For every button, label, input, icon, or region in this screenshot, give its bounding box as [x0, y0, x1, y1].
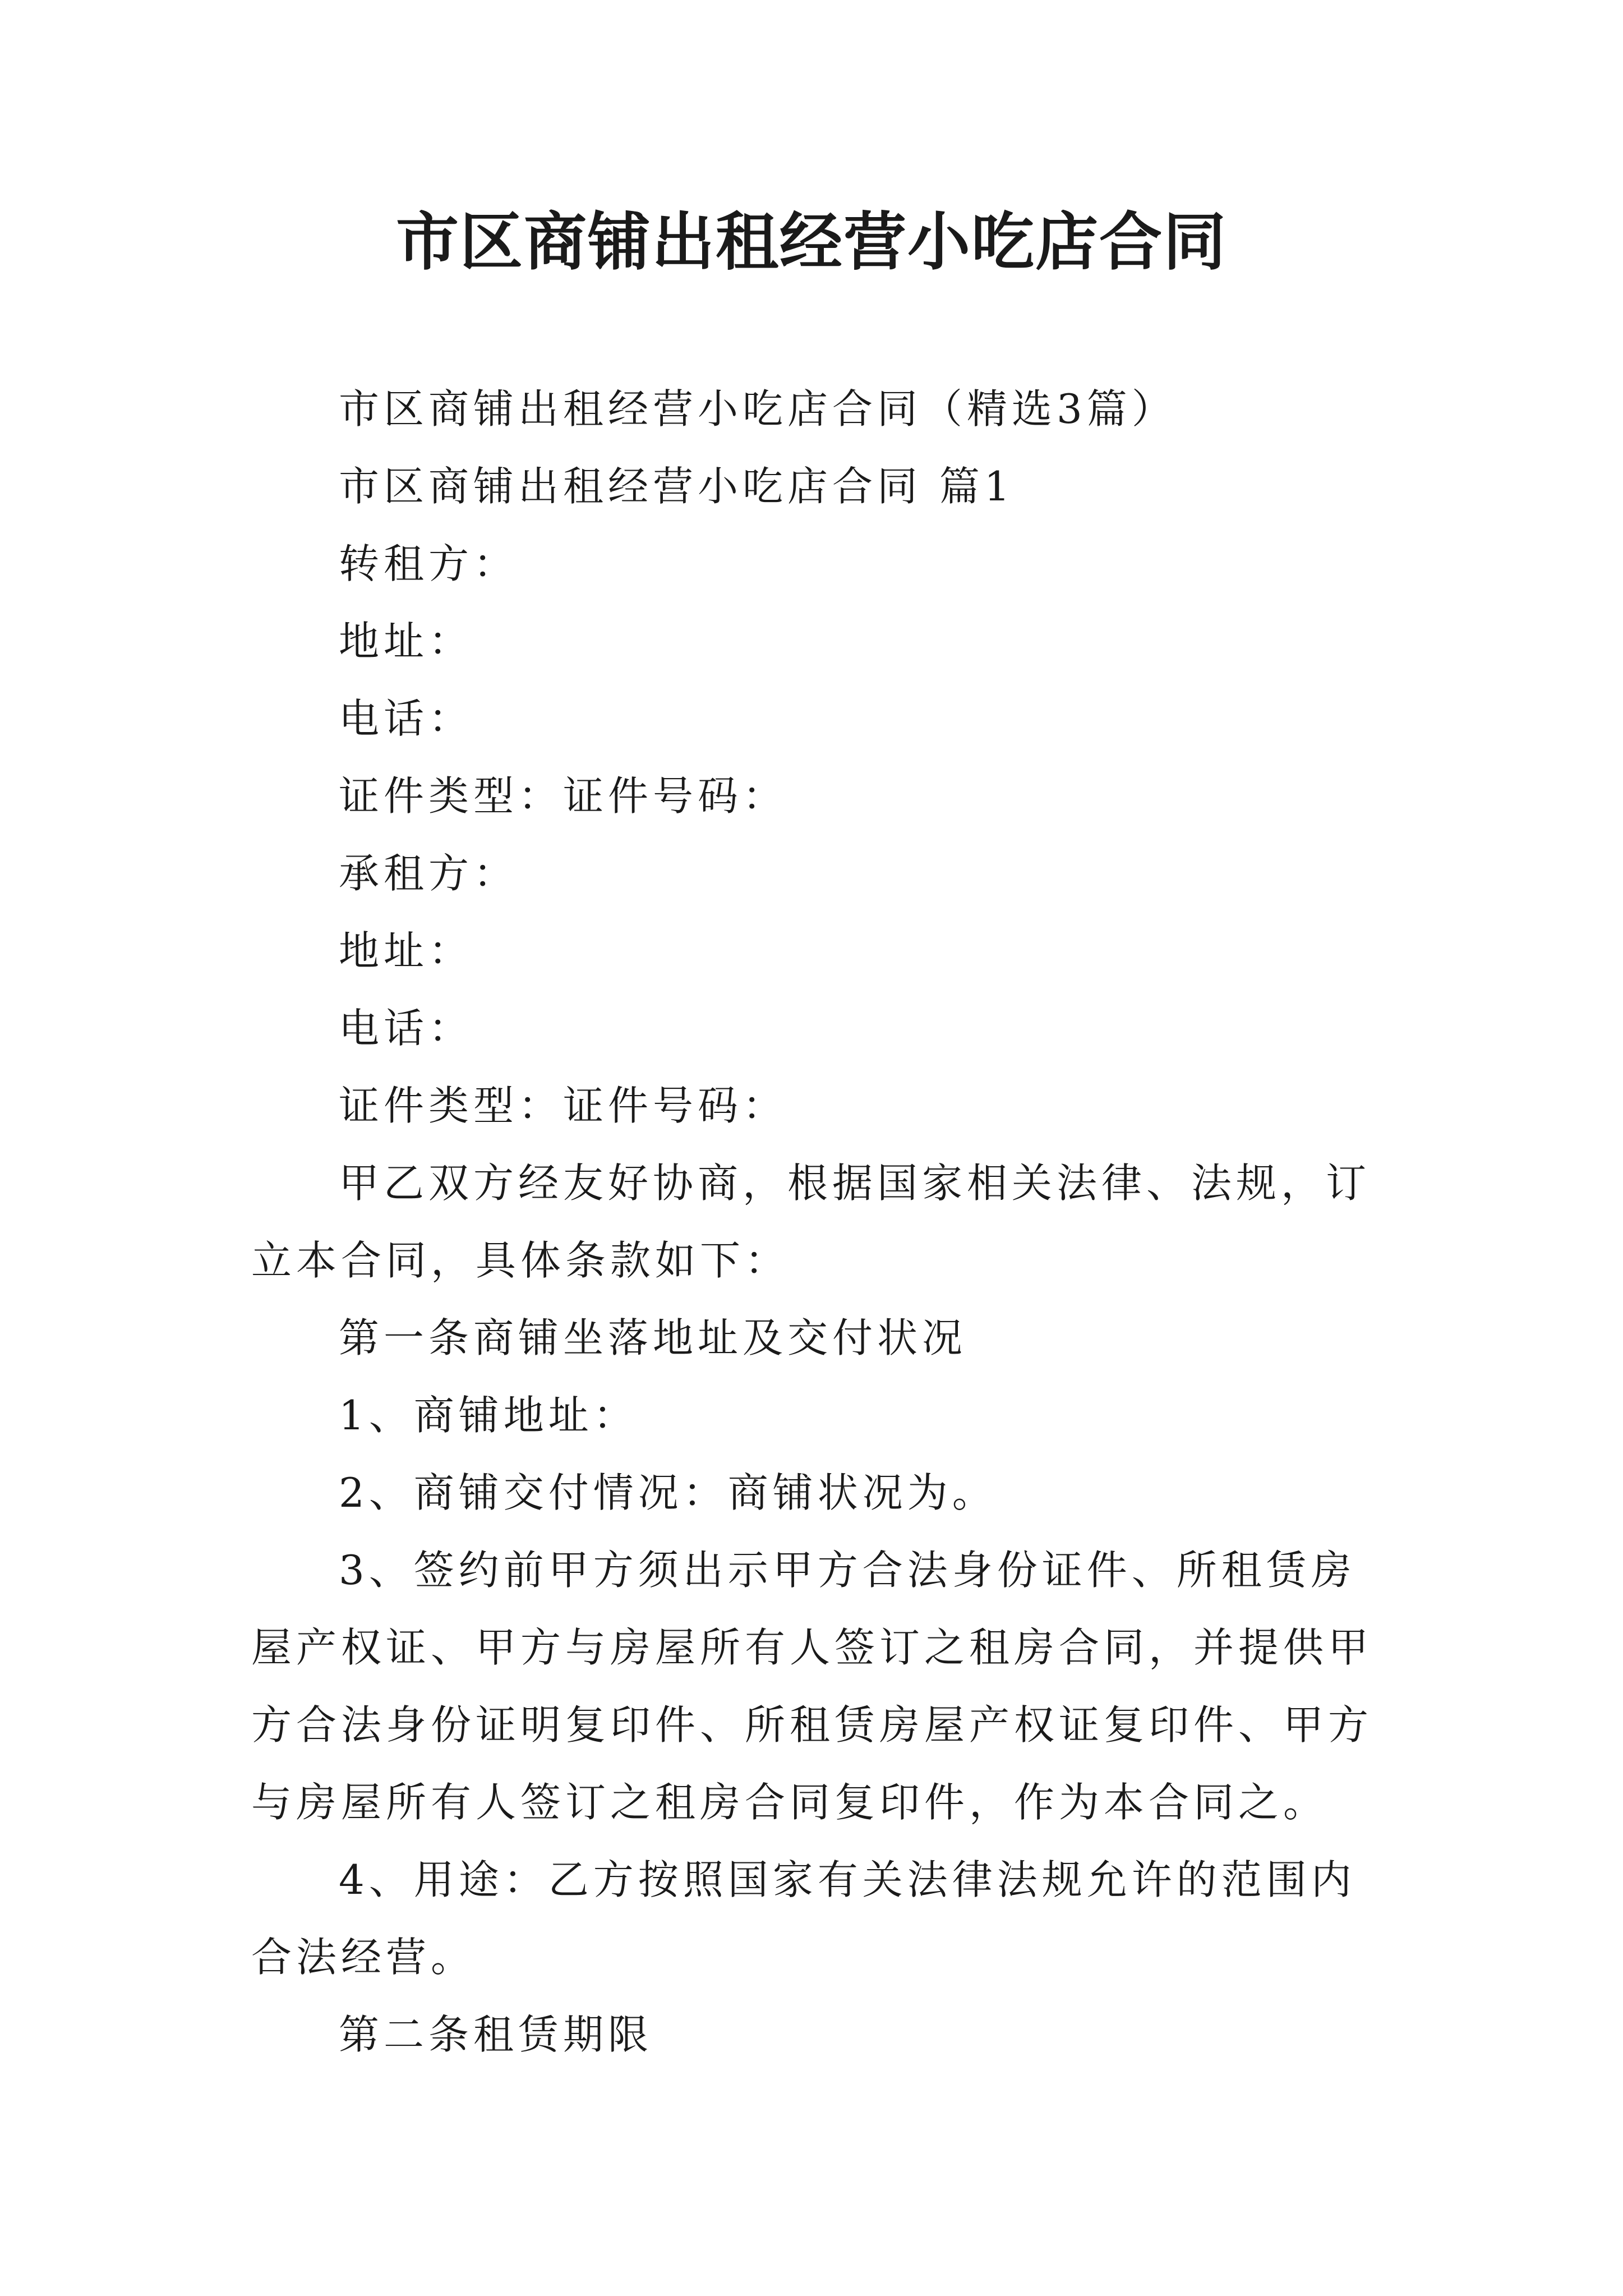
paragraph-clause-2: 2、商铺交付情况：商铺状况为。: [339, 1469, 997, 1516]
paragraph-lessor-address: 地址：: [339, 618, 474, 665]
paragraph-lessor-label: 转租方：: [339, 540, 519, 587]
paragraph-preamble: 甲乙双方经友好协商，根据国家相关法律、法规，订立本合同，具体条款如下：: [251, 1159, 1371, 1284]
document-title: 市区商铺出租经营小吃店合同: [396, 205, 1227, 279]
paragraph-lessee-address: 地址：: [339, 927, 474, 974]
paragraph-lessor-id: 证件类型：证件号码：: [339, 772, 788, 820]
paragraph-subtitle: 市区商铺出租经营小吃店合同（精选3篇）: [339, 385, 1177, 432]
paragraph-clause-3: 3、签约前甲方须出示甲方合法身份证件、所租赁房屋产权证、甲方与房屋所有人签订之租房合同，并提供甲方合法身份证明复印件、所租赁房屋产权证复印件、甲方与房屋所有人签订之租房合同复印件，作为本合同之。: [251, 1547, 1373, 1826]
paragraph-clause-1: 1、商铺地址：: [339, 1392, 638, 1439]
paragraph-section-heading: 市区商铺出租经营小吃店合同 篇1: [339, 463, 1015, 510]
paragraph-clause-4: 4、用途：乙方按照国家有关法律法规允许的范围内合法经营。: [251, 1856, 1356, 1981]
paragraph-article-1-heading: 第一条商铺坐落地址及交付状况: [339, 1314, 967, 1361]
paragraph-lessor-phone: 电话：: [339, 695, 474, 742]
paragraph-lessee-phone: 电话：: [339, 1005, 474, 1052]
paragraph-article-2-heading: 第二条租赁期限: [339, 2011, 653, 2058]
paragraph-lessee-id: 证件类型：证件号码：: [339, 1082, 788, 1129]
paragraph-lessee-label: 承租方：: [339, 850, 519, 897]
document-body: [251, 370, 1384, 2073]
